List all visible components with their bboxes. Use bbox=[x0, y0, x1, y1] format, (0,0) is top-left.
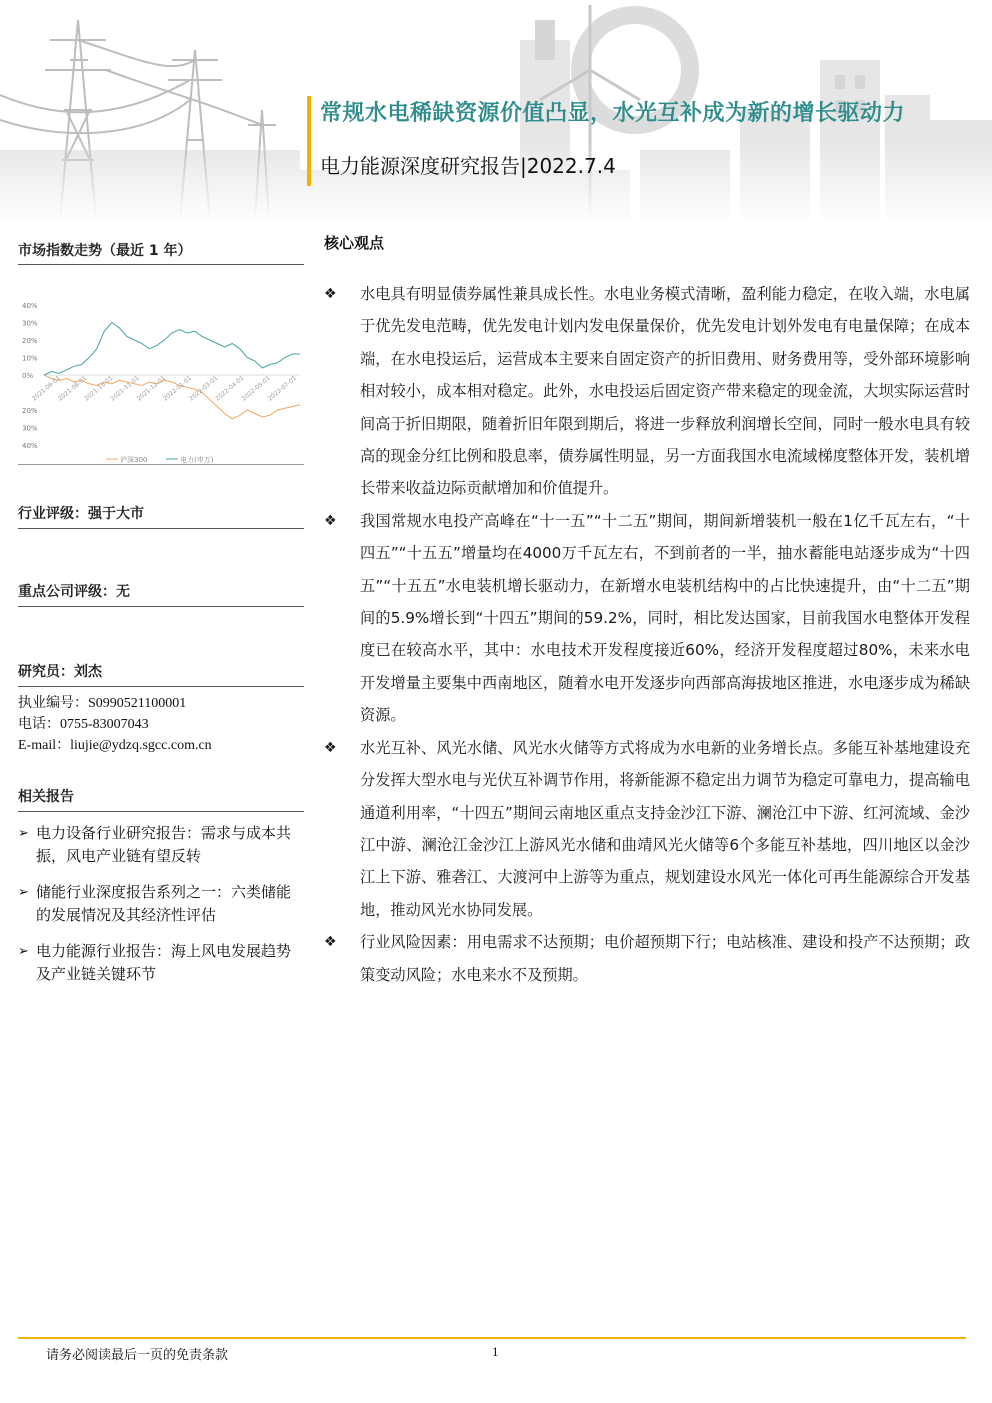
page-number: 1 bbox=[492, 1344, 499, 1359]
x-tick-label: 2021-12-01 bbox=[135, 374, 167, 403]
core-point bbox=[324, 505, 970, 732]
trend-chart-svg bbox=[18, 265, 304, 465]
x-tick-label: 2022-04-01 bbox=[214, 374, 246, 403]
legend-label: 沪深300 bbox=[120, 456, 148, 464]
index-trend-chart bbox=[18, 265, 304, 465]
related-reports-list bbox=[18, 822, 304, 986]
x-tick-label: 2021-11-01 bbox=[109, 374, 141, 403]
legend-label: 电力(申万) bbox=[180, 456, 214, 464]
core-point-text: 行业风险因素：用电需求不达预期；电价超预期下行；电站核准、建设和投产不达预期；政策变动风险；水电来水不及预期。 bbox=[360, 933, 970, 984]
company-rating: 重点公司评级：无 bbox=[18, 581, 304, 607]
market-trend-heading: 市场指数走势（最近 1 年） bbox=[18, 240, 304, 265]
core-points-list bbox=[324, 278, 970, 991]
analyst-heading: 研究员：刘杰 bbox=[18, 661, 304, 687]
y-tick-label: 20% bbox=[22, 337, 38, 345]
footer-disclaimer: 请务必阅读最后一页的免责条款 bbox=[46, 1348, 229, 1363]
diamond-bullet-icon: ❖ bbox=[324, 512, 337, 529]
license-number: 执业编号：S0990521100001 bbox=[18, 696, 187, 711]
core-point bbox=[324, 278, 970, 505]
phone-number: 电话：0755-83007043 bbox=[18, 717, 149, 732]
title-accent-bar bbox=[307, 96, 311, 186]
y-tick-label: 40% bbox=[22, 442, 38, 450]
email-address: E-mail：liujie@ydzq.sgcc.com.cn bbox=[18, 738, 212, 753]
y-tick-label: 0% bbox=[22, 372, 34, 380]
y-tick-label: 30% bbox=[22, 319, 38, 328]
diamond-bullet-icon: ❖ bbox=[324, 286, 337, 302]
related-report-title: 电力能源行业报告：海上风电发展趋势及产业链关键环节 bbox=[36, 942, 292, 983]
core-point bbox=[324, 926, 970, 991]
x-tick-label: 2022-03-01 bbox=[188, 374, 220, 403]
industry-rating: 行业评级：强于大市 bbox=[18, 503, 304, 529]
related-report-item[interactable] bbox=[18, 881, 304, 927]
y-tick-label: 30% bbox=[22, 424, 38, 433]
main-content bbox=[324, 230, 970, 991]
related-reports-heading: 相关报告 bbox=[18, 786, 304, 812]
arrow-bullet-icon: ➢ bbox=[18, 944, 29, 959]
arrow-bullet-icon: ➢ bbox=[18, 826, 29, 841]
y-tick-label: 40% bbox=[22, 302, 38, 310]
analyst-contact bbox=[18, 693, 304, 756]
x-tick-label: 2022-05-01 bbox=[240, 374, 272, 403]
x-tick-label: 2021-08-01 bbox=[57, 374, 89, 403]
series-line-1 bbox=[44, 323, 300, 376]
sidebar bbox=[18, 240, 304, 999]
x-tick-label: 2022-01-01 bbox=[161, 374, 194, 403]
diamond-bullet-icon: ❖ bbox=[324, 739, 337, 756]
arrow-bullet-icon: ➢ bbox=[18, 885, 29, 900]
core-point bbox=[324, 732, 970, 926]
diamond-bullet-icon: ❖ bbox=[324, 934, 337, 951]
core-point-text: 我国常规水电投产高峰在“十一五”“十二五”期间，期间新增装机一般在1亿千瓦左右，“十四五”“十五五”增量均在4000万千瓦左右，不到前者的一半，抽水蓄能电站逐步成为“十四五”“十五五”水电装机增长驱动力，在新增水电装机结构中的占比快速提升，由“十二五”期间的5.9%增长到“十四五”期间的59.2%，同时，相比发达国家，目前我国水电整体开发程度已在较高水平，其中：水电技术开发程度接近60%，经济开发程度超过80%，未来水电开发增量主要集中西南地区，随着水电开发逐步向西部高海拔地区推进，水电逐步成为稀缺资源。 bbox=[360, 511, 970, 725]
related-report-title: 电力设备行业研究报告：需求与成本共振，风电产业链有望反转 bbox=[36, 824, 292, 865]
core-point-text: 水电具有明显债券属性兼具成长性。水电业务模式清晰，盈利能力稳定，在收入端，水电属于优先发电范畴，优先发电计划内发电保量保价，优先发电计划外发电有电量保障；在成本端，在水电投运后，运营成本主要来自固定资产的折旧费用、财务费用等，受外部环境影响相对较小，成本相对稳定。此外，水电投运后固定资产带来稳定的现金流，大坝实际运营时间高于折旧期限，随着折旧年限到期后，将进一步释放利润增长空间，同时一般水电具有较高的现金分红比例和股息率，债券属性明显，另一方面我国水电流域梯度整体开发，装机增长带来收益边际贡献增加和价值提升。 bbox=[360, 285, 970, 498]
report-subtitle: 电力能源深度研究报告|2022.7.4 bbox=[320, 154, 616, 178]
footer-divider bbox=[18, 1337, 966, 1339]
x-tick-label: 2021-10-01 bbox=[83, 374, 115, 403]
x-tick-label: 2021-06-01 bbox=[30, 374, 63, 403]
y-tick-label: 20% bbox=[22, 407, 38, 415]
related-report-title: 储能行业深度报告系列之一：六类储能的发展情况及其经济性评估 bbox=[36, 883, 292, 924]
core-point-text: 水光互补、风光水储、风光水火储等方式将成为水电新的业务增长点。多能互补基地建设充分发挥大型水电与光伏互补调节作用，将新能源不稳定出力调节为稳定可靠电力，提高输电通道利用率，“十四五”期间云南地区重点支持金沙江下游、澜沧江中下游、红河流域、金沙江中游、澜沧江金沙江上游风光水储和曲靖风光火储等6个多能互补基地，四川地区以金沙江上下游、雅砻江、大渡河中上游等为重点，规划建设水风光一体化可再生能源综合开发基地，推动风光水协同发展。 bbox=[360, 738, 970, 919]
related-report-item[interactable] bbox=[18, 822, 304, 868]
x-tick-label: 2022-07-01 bbox=[266, 374, 299, 403]
related-report-item[interactable] bbox=[18, 940, 304, 986]
y-tick-label: 10% bbox=[22, 354, 38, 363]
report-title: 常规水电稀缺资源价值凸显，水光互补成为新的增长驱动力 bbox=[320, 101, 906, 126]
core-view-heading: 核心观点 bbox=[324, 234, 385, 252]
